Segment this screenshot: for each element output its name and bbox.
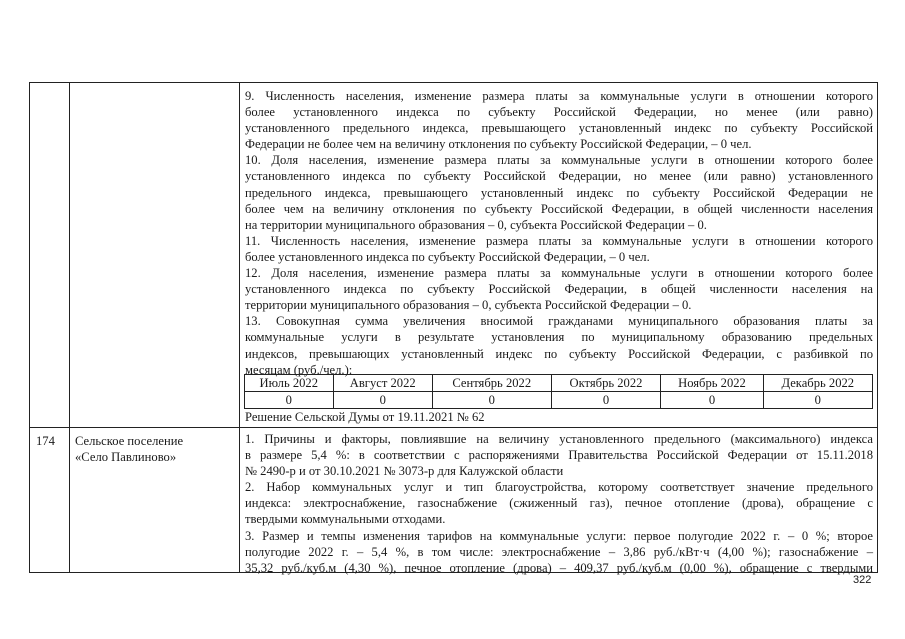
text-line: установленного индекса по субъекту Российской Федерации, в общей численности населения на xyxy=(245,282,873,297)
text-line: 10. Доля населения, изменение размера платы за коммунальные услуги в отношении которого более xyxy=(245,153,873,168)
item-1 xyxy=(245,431,873,479)
row-divider xyxy=(30,427,877,428)
text-line: 2. Набор коммунальных услуг и тип благоустройства, которому соответствует значение предельного xyxy=(245,480,873,495)
text-line: предельного индекса, превышающего установленный индекс по субъекту Российской Федерации не xyxy=(245,185,873,200)
month-header: Июль 2022 xyxy=(245,375,334,392)
settlement-line: Сельское поселение xyxy=(75,434,184,448)
text-line: твердыми коммунальными отходами. xyxy=(245,512,446,527)
item-13 xyxy=(245,313,873,377)
text-line: полугодие 2022 г. – 5,4 %, в том числе: электроснабжение – 3,86 руб./кВт·ч (4,00 %); газоснабжение – xyxy=(245,544,873,559)
item-3 xyxy=(245,528,873,576)
settlement-name xyxy=(75,433,235,465)
decision-line: Решение Сельской Думы от 19.11.2021 № 62 xyxy=(245,410,485,424)
monthly-increase-table xyxy=(244,374,873,409)
row-number: 174 xyxy=(36,434,55,448)
item-2 xyxy=(245,479,873,527)
text-line: 9. Численность населения, изменение размера платы за коммунальные услуги в отношении которого xyxy=(245,89,873,103)
item-11 xyxy=(245,233,873,265)
text-line: территории муниципального образования – 0, субъекта Российской Федерации – 0. xyxy=(245,298,692,313)
month-value: 0 xyxy=(551,392,661,409)
month-header: Октябрь 2022 xyxy=(551,375,661,392)
text-line: на территории муниципального образования – 0, субъекта Российской Федерации – 0. xyxy=(245,217,707,232)
text-line: 12. Доля населения, изменение размера платы за коммунальные услуги в отношении которого более xyxy=(245,266,873,281)
column-divider-1 xyxy=(69,83,70,572)
text-line: индекса: электроснабжение, газоснабжение (сжиженный газ), печное отопление (дрова), обращение с xyxy=(245,496,873,511)
text-line: Федерации не более чем на величину отклонения по субъекту Российской Федерации, – 0 чел. xyxy=(245,137,752,152)
item-9 xyxy=(245,88,873,152)
upper-row-content xyxy=(245,88,873,378)
month-header: Сентябрь 2022 xyxy=(432,375,551,392)
text-line: 35,32 руб./куб.м (4,30 %), печное отопление (дрова) – 409,37 руб./куб.м (0,00 %), обращение с твердыми xyxy=(245,560,873,575)
settlement-line: «Село Павлиново» xyxy=(75,450,177,464)
text-line: коммунальные услуги в результате установления по муниципальному образованию предельных xyxy=(245,330,873,345)
row-174-content xyxy=(245,431,873,576)
month-value: 0 xyxy=(245,392,334,409)
page-number: 322 xyxy=(853,574,872,586)
table-row xyxy=(245,392,873,409)
month-value: 0 xyxy=(763,392,872,409)
text-line: месяцам (руб./чел.): xyxy=(245,362,353,377)
month-header: Декабрь 2022 xyxy=(763,375,872,392)
text-line: в размере 5,4 %: в соответствии с распоряжениями Правительства Российской Федерации от 15.11.2018 xyxy=(245,448,873,463)
table-row xyxy=(245,375,873,392)
month-value: 0 xyxy=(661,392,763,409)
item-12 xyxy=(245,265,873,313)
month-header: Август 2022 xyxy=(333,375,432,392)
document-table xyxy=(29,82,878,573)
text-line: индексов, превышающих установленный индекс по субъекту Российской Федерации, с разбивкой по xyxy=(245,346,873,361)
text-line: 13. Совокупная сумма увеличения вносимой гражданами муниципального образования платы за xyxy=(245,314,873,329)
column-divider-2 xyxy=(239,83,240,572)
text-line: установленного предельного индекса, превышающего установленный индекс по субъекту Российской xyxy=(245,121,873,136)
text-line: 11. Численность населения, изменение размера платы за коммунальные услуги в отношении которого xyxy=(245,233,873,248)
text-line: установленного индекса по субъекту Российской Федерации, но менее (или равно) установленного xyxy=(245,169,873,184)
text-line: более установленного индекса по субъекту Российской Федерации, но менее (или равно) xyxy=(245,105,873,120)
text-line: более установленного индекса по субъекту Российской Федерации, – 0 чел. xyxy=(245,249,650,264)
month-value: 0 xyxy=(333,392,432,409)
text-line: 1. Причины и факторы, повлиявшие на величину установленного предельного (максимального) индекса xyxy=(245,432,873,446)
month-header: Ноябрь 2022 xyxy=(661,375,763,392)
item-10 xyxy=(245,152,873,232)
text-line: более чем на величину отклонения по субъекту Российской Федерации, в общей численности населения xyxy=(245,201,873,216)
month-value: 0 xyxy=(432,392,551,409)
text-line: 3. Размер и темпы изменения тарифов на коммунальные услуги: первое полугодие 2022 г. – 0 %; второе xyxy=(245,528,873,543)
text-line: № 2490-р и от 30.10.2021 № 3073-р для Калужской области xyxy=(245,464,564,479)
